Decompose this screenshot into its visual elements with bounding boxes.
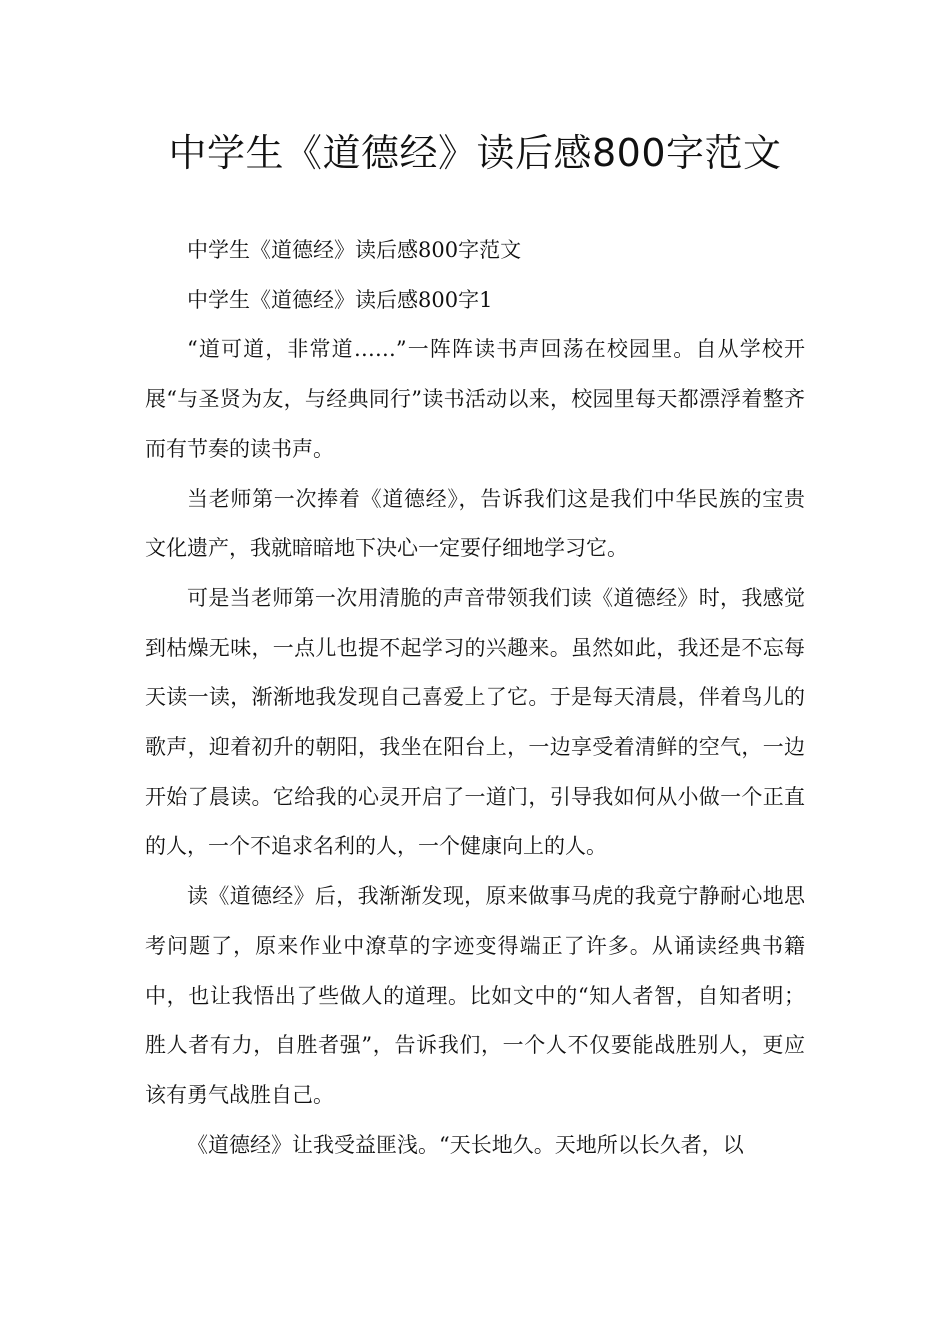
paragraph: 当老师第一次捧着《道德经》，告诉我们这是我们中华民族的宝贵文化遗产，我就暗暗地下决心一定要仔细地学习它。 (145, 486, 805, 561)
paragraph: “道可道，非常道……”一阵阵读书声回荡在校园里。自从学校开展“与圣贤为友，与经典同行”读书活动以来，校园里每天都漂浮着整齐而有节奏的读书声。 (145, 337, 805, 461)
page-title: 中学生《道德经》读后感800字范文 (168, 131, 782, 175)
paragraph: 读《道德经》后，我渐渐发现，原来做事马虎的我竟宁静耐心地思考问题了，原来作业中潦草的字迹变得端正了许多。从诵读经典书籍中，也让我悟出了些做人的道理。比如文中的“知人者智，自知者明；胜人者有力，自胜者强”，告诉我们，一个人不仅要能战胜别人，更应该有勇气战胜自己。 (145, 884, 805, 1107)
paragraph-heading-repeat: 中学生《道德经》读后感800字范文 (187, 238, 522, 262)
paragraph: 《道德经》让我受益匪浅。“天长地久。天地所以长久者，以 (187, 1132, 744, 1157)
paragraph-subheading: 中学生《道德经》读后感800字1 (187, 287, 493, 312)
paragraph: 可是当老师第一次用清脆的声音带领我们读《道德经》时，我感觉到枯燥无味，一点儿也提不起学习的兴趣来。虽然如此，我还是不忘每天读一读，渐渐地我发现自己喜爱上了它。于是每天清晨，伴着鸟儿的歌声，迎着初升的朝阳，我坐在阳台上，一边享受着清鲜的空气，一边开始了晨读。它给我的心灵开启了一道门，引导我如何从小做一个正直的人，一个不追求名利的人，一个健康向上的人。 (145, 585, 805, 859)
document-body (145, 226, 805, 1170)
